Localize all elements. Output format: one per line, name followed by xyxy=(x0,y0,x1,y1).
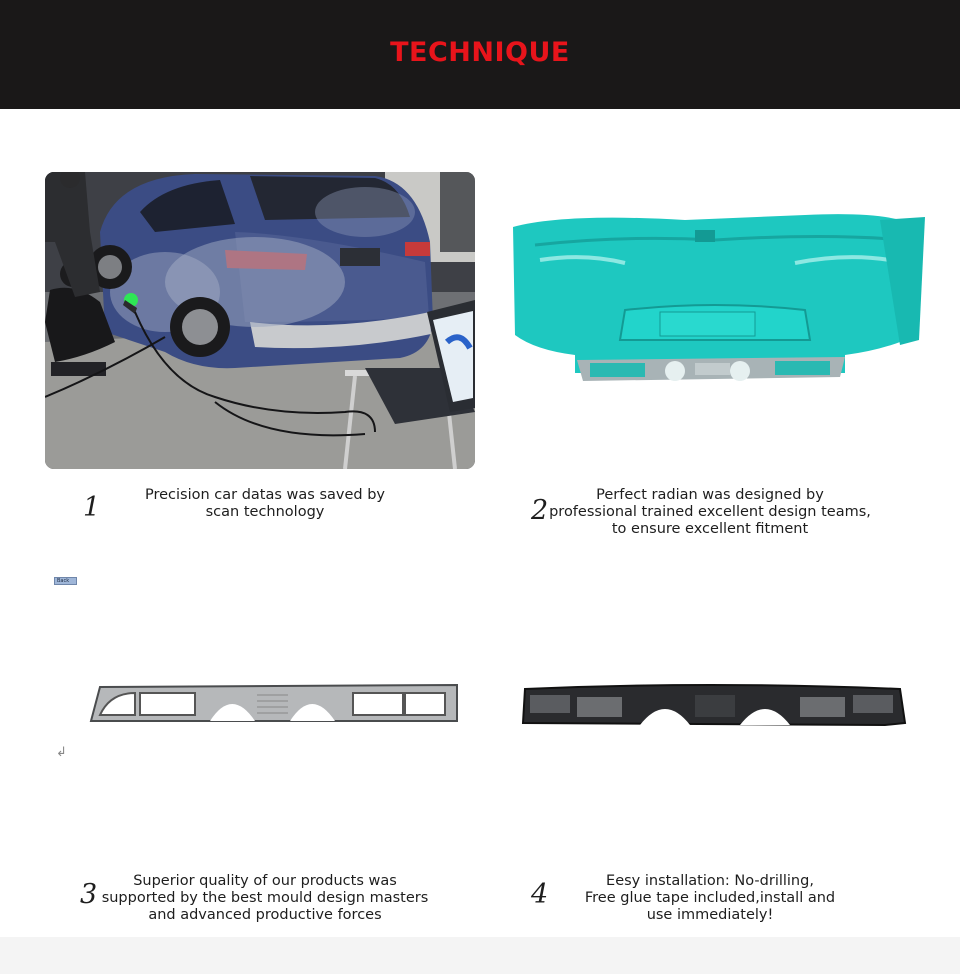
step-caption-line: scan technology xyxy=(205,504,325,520)
step-caption-1 xyxy=(130,487,400,521)
return-icon: ↲ xyxy=(56,745,67,760)
diffuser-prototype-photo xyxy=(85,675,465,735)
step-caption-line: professional trained excellent design teams, xyxy=(549,504,871,520)
step-number-1: 1 xyxy=(83,492,101,523)
footer-band xyxy=(0,937,960,974)
step-caption-line: supported by the best mould design masters xyxy=(101,890,429,906)
scan-model-render xyxy=(505,205,925,395)
page-title: TECHNIQUE xyxy=(390,37,570,68)
step-caption-4 xyxy=(570,873,850,924)
step-caption-line: to ensure excellent fitment xyxy=(611,521,809,537)
step-caption-line: Eesy installation: No-drilling, xyxy=(606,873,814,889)
diffuser-finished-photo xyxy=(515,675,910,740)
back-button-label: Back xyxy=(57,578,70,584)
back-button[interactable] xyxy=(54,577,77,585)
diffuser-prototype-illustration xyxy=(85,675,465,735)
step-number-4: 4 xyxy=(531,879,549,910)
step-number-3: 3 xyxy=(80,879,98,910)
step-caption-line: and advanced productive forces xyxy=(148,907,382,923)
step-caption-line: Free glue tape included,install and xyxy=(584,890,836,906)
step-number-2: 2 xyxy=(531,495,549,526)
step-caption-line: Precision car datas was saved by xyxy=(144,487,385,503)
diffuser-finished-illustration xyxy=(515,675,910,740)
step-caption-line: Perfect radian was designed by xyxy=(596,487,824,503)
scanning-photo xyxy=(45,172,475,469)
step-caption-3 xyxy=(95,873,435,924)
step-caption-line: Superior quality of our products was xyxy=(133,873,397,889)
scanning-photo-illustration xyxy=(45,172,475,469)
step-caption-line: use immediately! xyxy=(646,907,774,923)
page-header xyxy=(0,0,960,109)
scan-model-illustration xyxy=(505,205,925,395)
step-caption-2 xyxy=(540,487,880,538)
